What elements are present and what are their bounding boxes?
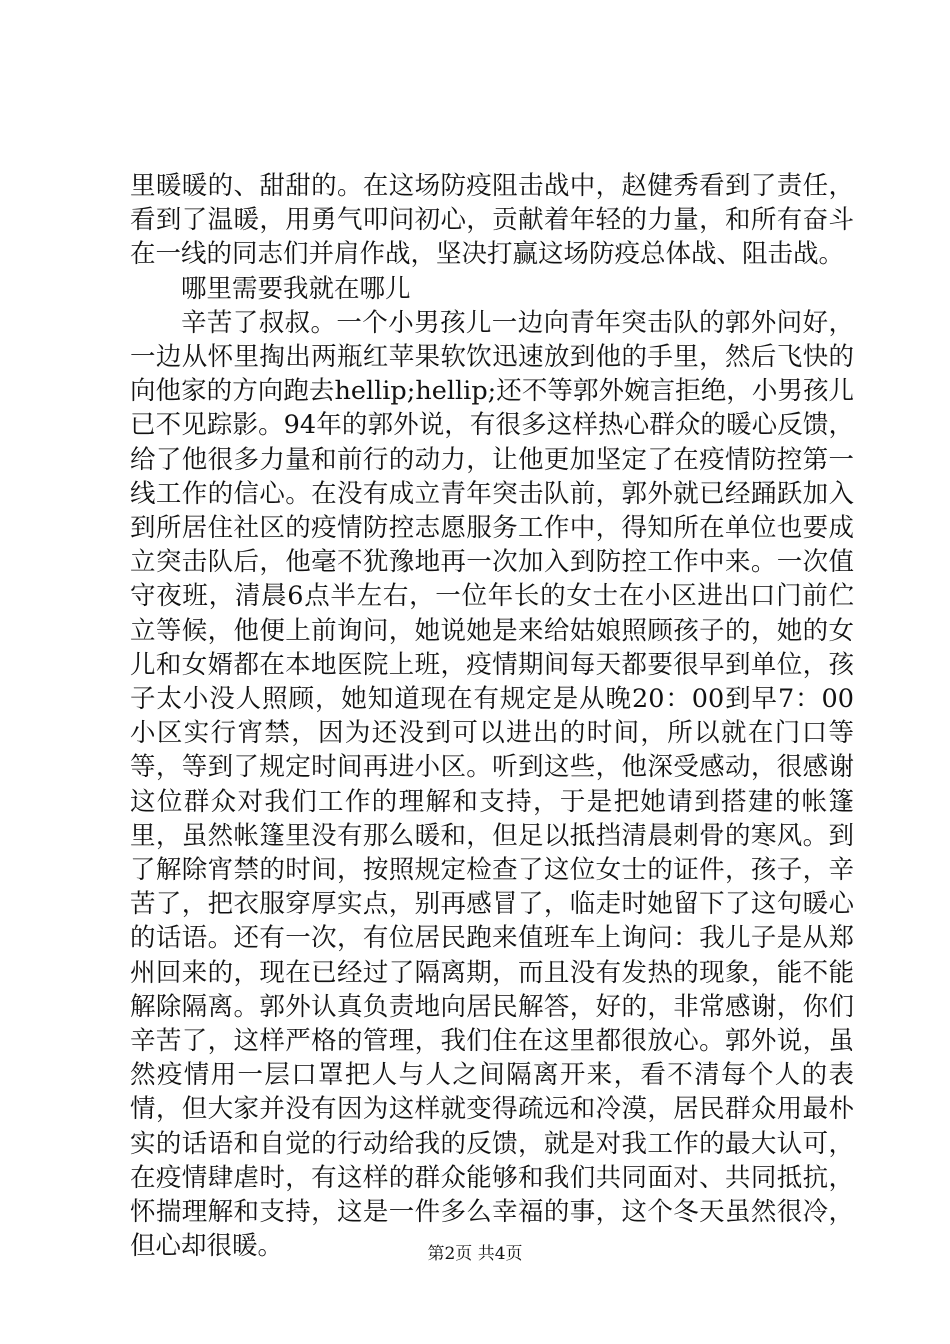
document-body [130,169,854,1264]
paragraph-continuation: 里暖暖的、甜甜的。在这场防疫阻击战中，赵健秀看到了责任，看到了温暖，用勇气叩问初心，贡献着年轻的力量，和所有奋斗在一线的同志们并肩作战，坚决打赢这场防疫总体战、阻击战。 [130,171,854,270]
page-number-footer: 第2页 共4页 [427,1244,523,1264]
section-heading: 哪里需要我就在哪儿 [181,273,411,304]
paragraph-body: 辛苦了叔叔。一个小男孩儿一边向青年突击队的郭外问好，一边从怀里掏出两瓶红苹果软饮迅速放到他的手里，然后飞快的向他家的方向跑去hellip;hellip;还不等郭外婉言拒绝，小男孩儿已不见踪影。94年的郭外说，有很多这样热心群众的暖心反馈，给了他很多力量和前行的动力，让他更加坚定了在疫情防控第一线工作的信心。在没有成立青年突击队前，郭外就已经踊跃加入到所居住社区的疫情防控志愿服务工作中，得知所在单位也要成立突击队后，他毫不犹豫地再一次加入到防控工作中来。一次值守夜班，清晨6点半左右，一位年长的女士在小区进出口门前伫立等候，他便上前询问，她说她是来给姑娘照顾孩子的，她的女儿和女婿都在本地医院上班，疫情期间每天都要很早到单位，孩子太小没人照顾，她知道现在有规定是从晚20：00到早7：00小区实行宵禁，因为还没到可以进出的时间，所以就在门口等等，等到了规定时间再进小区。听到这些，他深受感动，很感谢这位群众对我们工作的理解和支持，于是把她请到搭建的帐篷里，虽然帐篷里没有那么暖和，但足以抵挡清晨刺骨的寒风。到了解除宵禁的时间，按照规定检查了这位女士的证件，孩子，辛苦了，把衣服穿厚实点，别再感冒了，临走时她留下了这句暖心的话语。还有一次，有位居民跑来值班车上询问：我儿子是从郑州回来的，现在已经过了隔离期，而且没有发热的现象，能不能解除隔离。郭外认真负责地向居民解答，好的，非常感谢，你们辛苦了，这样严格的管理，我们住在这里都很放心。郭外说，虽然疫情用一层口罩把人与人之间隔离开来，看不清每个人的表情，但大家并没有因为这样就变得疏远和冷漠，居民群众用最朴实的话语和自觉的行动给我的反馈，就是对我工作的最大认可，在疫情肆虐时，有这样的群众能够和我们共同面对、共同抵抗，怀揣理解和支持，这是一件多么幸福的事，这个冬天虽然很冷，但心却很暖。 [130,307,854,1262]
